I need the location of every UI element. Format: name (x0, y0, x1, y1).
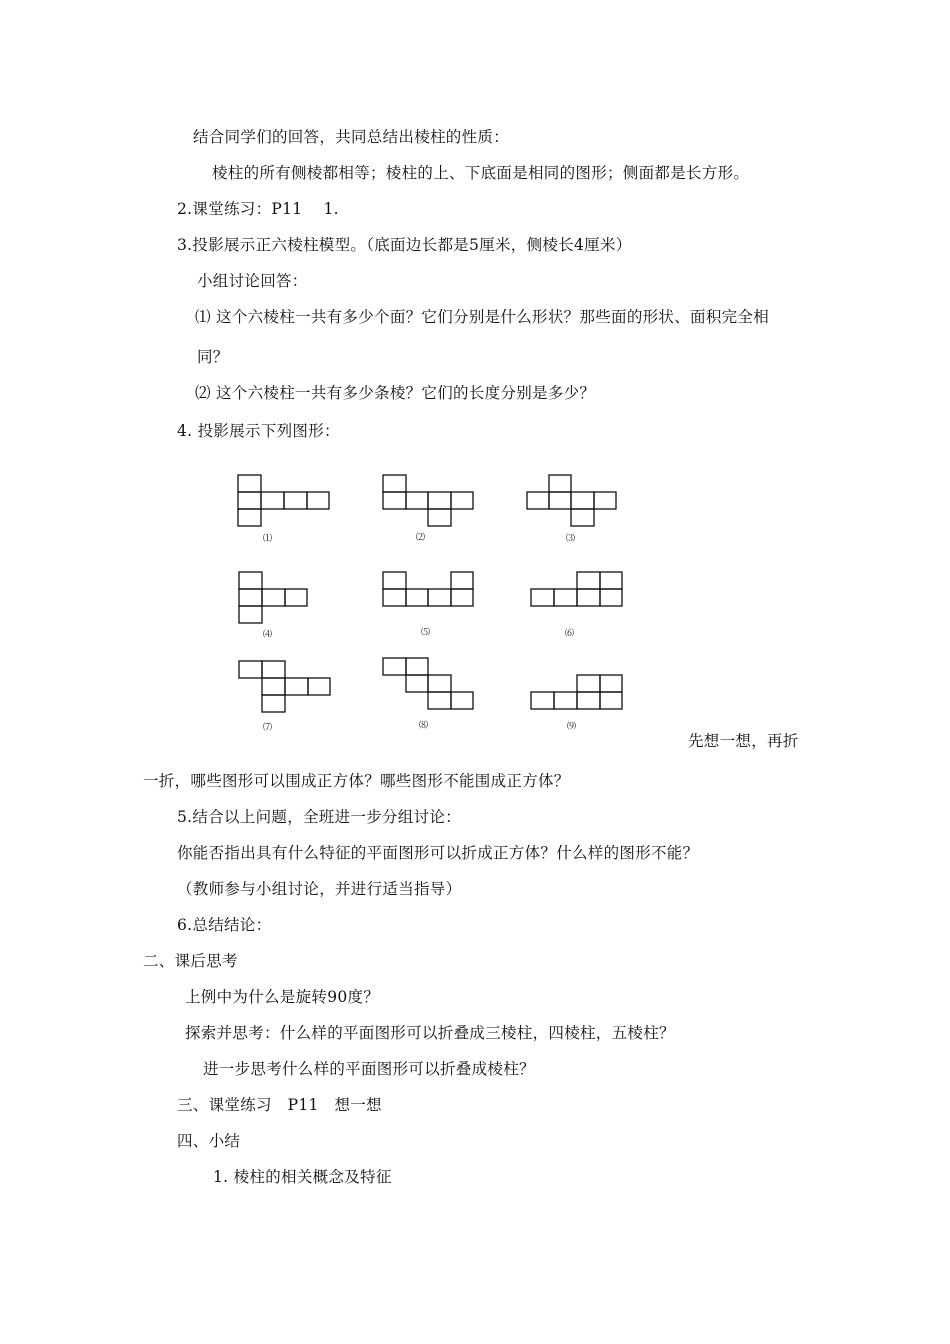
text-line-15: 6.总结结论： (177, 916, 272, 934)
cube-net-1 (238, 475, 329, 526)
figure-label-8: ⑻ (419, 721, 429, 731)
cube-net-6 (531, 572, 622, 606)
text-line-9: 4. 投影展示下列图形： (177, 422, 340, 440)
text-line-19: 进一步思考什么样的平面图形可以折叠成棱柱？ (203, 1060, 535, 1078)
figure-label-9: ⑼ (567, 722, 577, 732)
cube-net-5 (383, 572, 473, 606)
cube-net-7 (239, 661, 330, 712)
text-line-22: 1. 棱柱的相关概念及特征 (213, 1168, 392, 1186)
figure-label-1: ⑴ (263, 534, 273, 544)
text-line-2: 棱柱的所有侧棱都相等；棱柱的上、下底面是相同的图形；侧面都是长方形。 (212, 164, 750, 182)
text-line-8: ⑵ 这个六棱柱一共有多少条棱？它们的长度分别是多少？ (195, 384, 596, 402)
text-line-11: 一折，哪些图形可以围成正方体？哪些图形不能围成正方体？ (143, 772, 570, 790)
cube-net-3 (527, 475, 616, 526)
cube-net-9 (531, 675, 622, 709)
text-line-20: 三、课堂练习 P11 想一想 (177, 1096, 382, 1114)
text-line-14: （教师参与小组讨论，并进行适当指导） (177, 880, 462, 898)
text-line-12: 5.结合以上问题，全班进一步分组讨论： (177, 808, 461, 826)
figure-label-4: ⑷ (263, 630, 273, 640)
figure-label-3: ⑶ (566, 534, 576, 544)
text-line-4: 3.投影展示正六棱柱模型。（底面边长都是5厘米，侧棱长4厘米） (177, 236, 632, 254)
text-line-17: 上例中为什么是旋转90度？ (185, 988, 380, 1006)
text-line-3: 2.课堂练习：P11 1. (177, 200, 339, 218)
text-line-21: 四、小结 (177, 1132, 241, 1150)
figure-label-6: ⑹ (565, 629, 575, 639)
figure-label-7: ⑺ (263, 723, 273, 733)
text-line-18: 探索并思考：什么样的平面图形可以折叠成三棱柱，四棱柱，五棱柱？ (185, 1024, 675, 1042)
text-line-1: 结合同学们的回答，共同总结出棱柱的性质： (193, 128, 510, 146)
figure-label-5: ⑸ (421, 628, 431, 638)
figure-label-2: ⑵ (416, 533, 426, 543)
cube-net-8 (383, 658, 473, 709)
text-line-6: ⑴ 这个六棱柱一共有多少个面？它们分别是什么形状？那些面的形状、面积完全相 (195, 308, 770, 326)
cube-net-4 (239, 572, 307, 623)
cube-net-2 (383, 475, 473, 526)
text-line-13: 你能否指出具有什么特征的平面图形可以折成正方体？什么样的图形不能？ (177, 844, 699, 862)
text-line-7: 同？ (197, 348, 229, 366)
text-line-16: 二、课后思考 (143, 952, 238, 970)
text-line-10: 先想一想，再折 (688, 732, 799, 750)
text-line-5: 小组讨论回答： (197, 272, 308, 290)
